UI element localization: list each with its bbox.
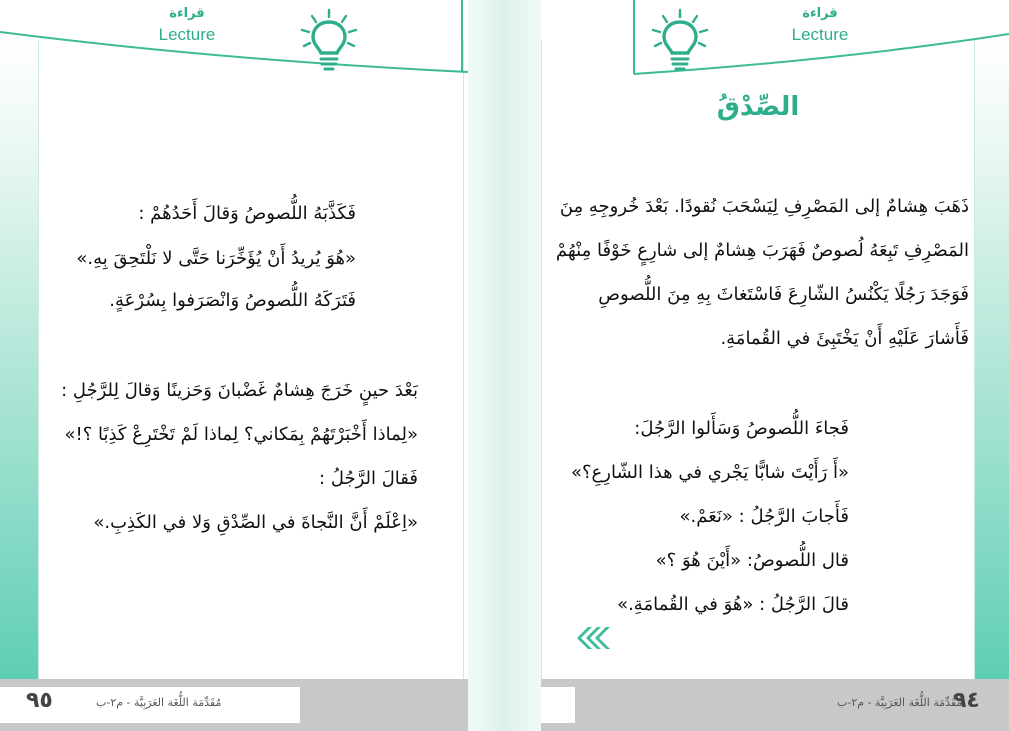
page-number-95: ٩٥ bbox=[26, 688, 53, 713]
header-french-label: Lecture bbox=[791, 25, 849, 44]
left-header-frame bbox=[0, 0, 468, 80]
right-dialogue-line-5: قالَ الرَّجُلُ : «هُوَ في القُمامَةِ.» bbox=[617, 594, 849, 615]
right-paragraph-line-1: ذَهَبَ هِشامٌ إلى المَصْرِفِ لِيَسْحَبَ نُقودًا. بَعْدَ خُروجِهِ مِنَ bbox=[559, 196, 969, 217]
right-paragraph-line-3: فَوَجَدَ رَجُلًا يَكْنُسُ الشّارِعَ فَاسْتَغاثَ بِهِ مِنَ اللُّصوصِ bbox=[598, 284, 969, 305]
right-dialogue-line-2: «أَ رَأَيْتَ شابًّا يَجْري في هذا الشّارِعِ؟» bbox=[570, 462, 849, 483]
story-title: الصِّدْقُ bbox=[716, 92, 800, 122]
right-paragraph-line-2: المَصْرِفِ تَبِعَهُ لُصوصٌ فَهَرَبَ هِشامٌ إلى شارِعٍ خَوْفًا مِنْهُمْ bbox=[555, 240, 969, 261]
left-block2-line-3: فَقالَ الرَّجُلُ : bbox=[319, 468, 418, 489]
right-margin-strip bbox=[975, 40, 1009, 679]
lightbulb-icon bbox=[649, 8, 711, 72]
left-footer bbox=[0, 679, 468, 731]
page-number-94: ٩٤ bbox=[953, 688, 980, 713]
page-94 bbox=[541, 0, 1009, 731]
left-margin-strip bbox=[0, 40, 38, 679]
left-block1-line-3: فَتَرَكَهُ اللُّصوصُ وَانْصَرَفوا بِسُرْعَةٍ. bbox=[109, 290, 356, 311]
right-dialogue-line-1: فَجاءَ اللُّصوصُ وَسَأَلوا الرَّجُلَ: bbox=[634, 418, 849, 439]
left-block2-line-4: «اِعْلَمْ أَنَّ النَّجاةَ في الصِّدْقِ وَلا في الكَذِبِ.» bbox=[93, 512, 418, 533]
book-gutter bbox=[468, 0, 541, 731]
left-content-frame bbox=[38, 40, 464, 679]
right-footer bbox=[541, 679, 1009, 731]
header-arabic-label: قراءة bbox=[169, 6, 205, 21]
right-paragraph-line-4: فَأَشارَ عَلَيْهِ أَنْ يَخْتَبِئَ في القُمامَةِ. bbox=[720, 328, 969, 349]
right-header-label bbox=[775, 6, 865, 45]
page-95 bbox=[0, 0, 468, 731]
right-dialogue-line-4: قال اللُّصوصُ: «أَيْنَ هُوَ ؟» bbox=[655, 550, 849, 571]
triple-chevron-left-icon[interactable] bbox=[577, 623, 611, 653]
left-block1-line-1: فَكَذَّبَهُ اللُّصوصُ وَقالَ أَحَدُهُمْ : bbox=[138, 203, 356, 224]
left-header-label bbox=[142, 6, 232, 45]
right-footer-text: مُقَدِّمَة اللُّغَة العَرَبِيَّة - م٢-ب bbox=[837, 696, 963, 709]
right-content-frame bbox=[541, 40, 975, 679]
lightbulb-icon bbox=[298, 8, 360, 72]
left-block1-line-2: «هُوَ يُريدُ أَنْ يُؤَخِّرَنا حَتَّى لا نَلْتَحِقَ بِهِ.» bbox=[76, 248, 356, 269]
left-block2-line-2: «لِماذا أَخْبَرْتَهُمْ بِمَكاني؟ لِماذا لَمْ تَخْتَرِعْ كَذِبًا ؟!» bbox=[64, 424, 418, 445]
header-french-label: Lecture bbox=[158, 25, 216, 44]
header-arabic-label: قراءة bbox=[802, 6, 838, 21]
left-block2-line-1: بَعْدَ حينٍ خَرَجَ هِشامٌ غَضْبانَ وَحَزينًا وَقالَ لِلرَّجُلِ : bbox=[61, 380, 418, 401]
right-dialogue-line-3: فَأَجابَ الرَّجُلُ : «نَعَمْ.» bbox=[679, 506, 849, 527]
left-footer-text: مُقَدِّمَة اللُّغَة العَرَبِيَّة - م٢-ب bbox=[96, 696, 222, 709]
